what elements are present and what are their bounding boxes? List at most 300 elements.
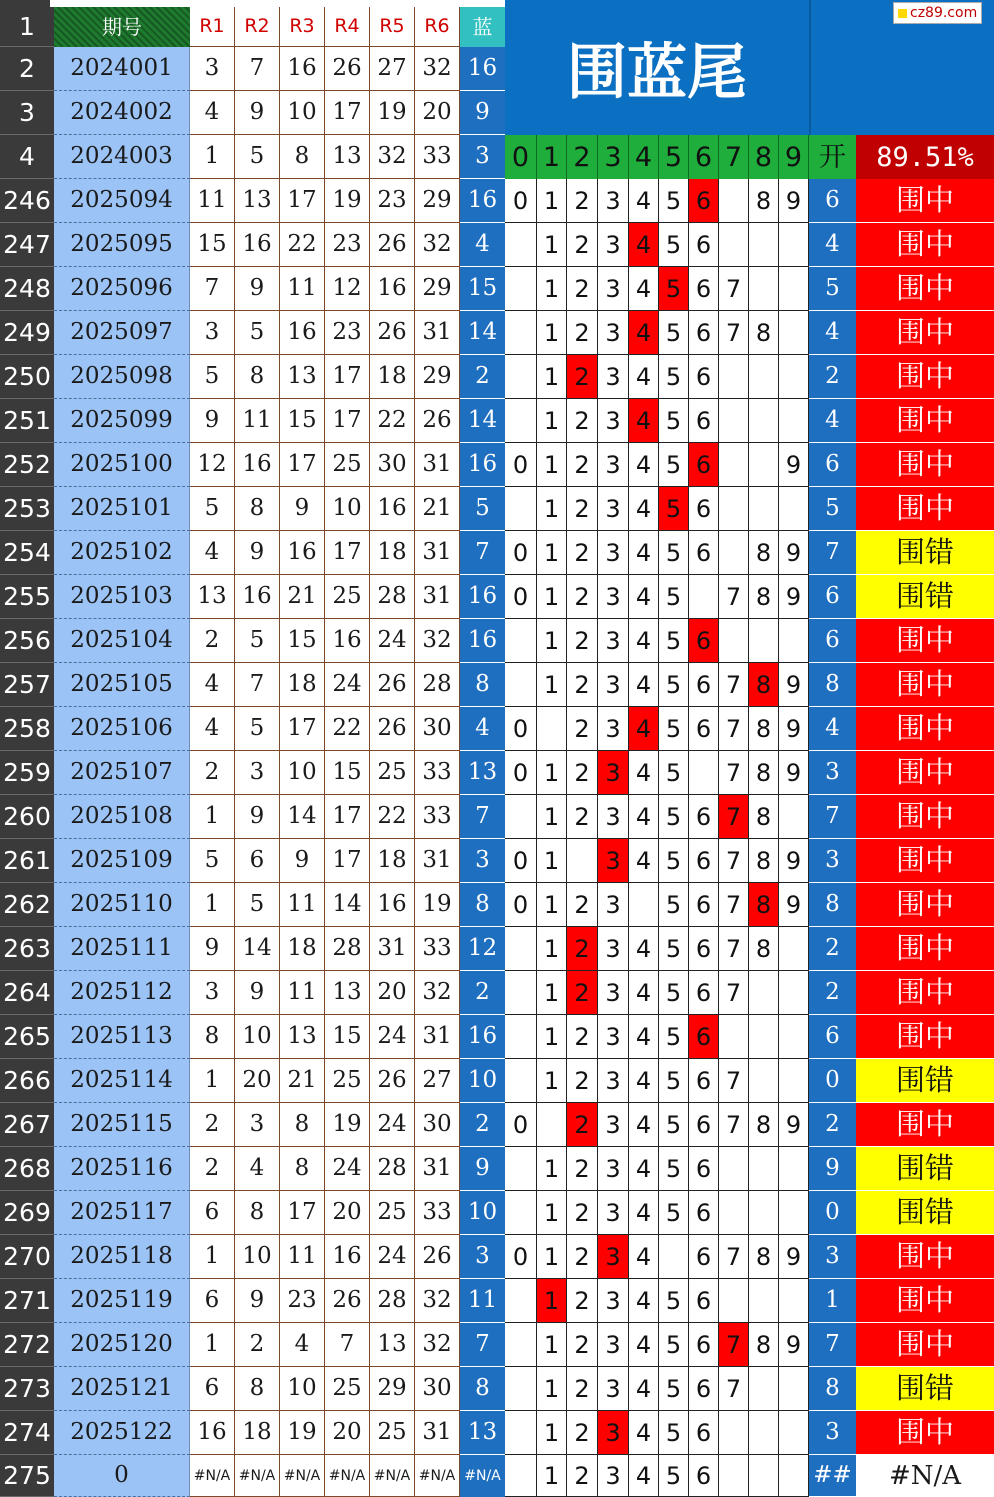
- row-header[interactable]: 246: [0, 179, 54, 223]
- result-cell[interactable]: 围错: [856, 575, 994, 619]
- issue-cell[interactable]: 2025121: [54, 1367, 190, 1411]
- row-header[interactable]: 253: [0, 487, 54, 531]
- digit-cell[interactable]: 2: [567, 619, 598, 663]
- red-ball-cell[interactable]: 6: [235, 839, 280, 883]
- digit-cell[interactable]: 2: [567, 1103, 598, 1147]
- result-cell[interactable]: 围中: [856, 971, 994, 1015]
- digit-cell[interactable]: 1: [537, 1235, 567, 1279]
- digit-cell[interactable]: 4: [629, 531, 659, 575]
- digit-cell[interactable]: 4: [629, 267, 659, 311]
- red-ball-cell[interactable]: 9: [235, 267, 280, 311]
- open-digit-cell[interactable]: 4: [809, 707, 856, 751]
- digit-cell[interactable]: 3: [598, 1323, 629, 1367]
- red-ball-cell[interactable]: 2: [235, 1323, 280, 1367]
- red-ball-cell[interactable]: 8: [235, 487, 280, 531]
- red-ball-cell[interactable]: 25: [325, 1367, 370, 1411]
- digit-cell[interactable]: 1: [537, 1015, 567, 1059]
- digit-cell[interactable]: 5: [659, 619, 689, 663]
- open-digit-cell[interactable]: 8: [809, 883, 856, 927]
- issue-cell[interactable]: 2025110: [54, 883, 190, 927]
- digit-cell[interactable]: 3: [598, 1103, 629, 1147]
- digit-header-7[interactable]: 7: [719, 135, 749, 179]
- digit-cell[interactable]: 7: [719, 1059, 749, 1103]
- digit-cell[interactable]: 3: [598, 311, 629, 355]
- digit-cell[interactable]: 0: [505, 839, 537, 883]
- digit-cell[interactable]: [719, 1411, 749, 1455]
- digit-cell[interactable]: 1: [537, 971, 567, 1015]
- open-digit-cell[interactable]: 6: [809, 179, 856, 223]
- red-ball-cell[interactable]: 13: [370, 1323, 415, 1367]
- issue-cell[interactable]: 2025100: [54, 443, 190, 487]
- digit-cell[interactable]: 1: [537, 1279, 567, 1323]
- digit-cell[interactable]: 3: [598, 531, 629, 575]
- digit-cell[interactable]: 7: [719, 927, 749, 971]
- digit-cell[interactable]: 5: [659, 355, 689, 399]
- row-header[interactable]: 270: [0, 1235, 54, 1279]
- issue-cell[interactable]: 2025103: [54, 575, 190, 619]
- red-ball-cell[interactable]: 16: [280, 311, 325, 355]
- digit-cell[interactable]: 5: [659, 267, 689, 311]
- digit-cell[interactable]: [749, 267, 779, 311]
- blue-ball-cell[interactable]: 9: [460, 91, 505, 135]
- red-ball-cell[interactable]: 20: [325, 1411, 370, 1455]
- result-cell[interactable]: 围错: [856, 1191, 994, 1235]
- digit-cell[interactable]: [749, 1191, 779, 1235]
- digit-cell[interactable]: 7: [719, 751, 749, 795]
- blue-ball-cell[interactable]: 3: [460, 839, 505, 883]
- digit-cell[interactable]: 4: [629, 1455, 659, 1497]
- red-ball-cell[interactable]: 6: [190, 1367, 235, 1411]
- digit-cell[interactable]: 3: [598, 839, 629, 883]
- digit-cell[interactable]: 2: [567, 223, 598, 267]
- digit-cell[interactable]: [505, 1367, 537, 1411]
- open-digit-cell[interactable]: 2: [809, 927, 856, 971]
- digit-cell[interactable]: 3: [598, 1411, 629, 1455]
- digit-cell[interactable]: 3: [598, 1455, 629, 1497]
- digit-cell[interactable]: 0: [505, 1103, 537, 1147]
- digit-cell[interactable]: 6: [689, 311, 719, 355]
- result-cell[interactable]: 围中: [856, 399, 994, 443]
- red-ball-cell[interactable]: 10: [280, 91, 325, 135]
- red-ball-cell[interactable]: 31: [415, 531, 460, 575]
- digit-cell[interactable]: [505, 487, 537, 531]
- digit-cell[interactable]: 5: [659, 1455, 689, 1497]
- issue-cell[interactable]: 2025107: [54, 751, 190, 795]
- blue-ball-cell[interactable]: 2: [460, 971, 505, 1015]
- red-ball-cell[interactable]: 31: [415, 839, 460, 883]
- red-ball-cell[interactable]: 25: [325, 443, 370, 487]
- red-ball-cell[interactable]: 28: [325, 927, 370, 971]
- digit-cell[interactable]: 1: [537, 311, 567, 355]
- digit-header-3[interactable]: 3: [598, 135, 629, 179]
- digit-cell[interactable]: 4: [629, 795, 659, 839]
- red-ball-cell[interactable]: 10: [235, 1235, 280, 1279]
- digit-cell[interactable]: [505, 311, 537, 355]
- digit-cell[interactable]: [779, 619, 809, 663]
- red-ball-cell[interactable]: 28: [415, 663, 460, 707]
- digit-cell[interactable]: 5: [659, 1411, 689, 1455]
- red-ball-cell[interactable]: #N/A: [370, 1455, 415, 1497]
- digit-cell[interactable]: 2: [567, 1279, 598, 1323]
- open-digit-cell[interactable]: 8: [809, 1367, 856, 1411]
- digit-cell[interactable]: 6: [689, 487, 719, 531]
- digit-cell[interactable]: 5: [659, 399, 689, 443]
- digit-cell[interactable]: 4: [629, 839, 659, 883]
- digit-cell[interactable]: 2: [567, 1455, 598, 1497]
- row-header[interactable]: 254: [0, 531, 54, 575]
- issue-cell[interactable]: 2025094: [54, 179, 190, 223]
- red-ball-cell[interactable]: 22: [370, 795, 415, 839]
- red-ball-cell[interactable]: 19: [280, 1411, 325, 1455]
- red-ball-cell[interactable]: 4: [190, 531, 235, 575]
- blue-ball-cell[interactable]: 7: [460, 795, 505, 839]
- red-ball-cell[interactable]: 19: [370, 91, 415, 135]
- row-header[interactable]: 257: [0, 663, 54, 707]
- column-header-issue[interactable]: 期号: [54, 7, 190, 47]
- red-ball-cell[interactable]: 29: [415, 355, 460, 399]
- red-ball-cell[interactable]: 8: [190, 1015, 235, 1059]
- red-ball-cell[interactable]: 8: [235, 355, 280, 399]
- open-header[interactable]: 开: [809, 135, 856, 179]
- result-cell[interactable]: 围中: [856, 179, 994, 223]
- red-ball-cell[interactable]: 12: [325, 267, 370, 311]
- column-header-r1[interactable]: R1: [190, 7, 235, 47]
- digit-cell[interactable]: [505, 223, 537, 267]
- digit-cell[interactable]: [749, 399, 779, 443]
- red-ball-cell[interactable]: 16: [370, 883, 415, 927]
- digit-cell[interactable]: 5: [659, 707, 689, 751]
- digit-cell[interactable]: 1: [537, 1367, 567, 1411]
- blue-ball-cell[interactable]: 16: [460, 47, 505, 91]
- digit-cell[interactable]: [505, 355, 537, 399]
- red-ball-cell[interactable]: 20: [370, 971, 415, 1015]
- red-ball-cell[interactable]: 28: [370, 1279, 415, 1323]
- row-header[interactable]: 271: [0, 1279, 54, 1323]
- digit-cell[interactable]: 2: [567, 1323, 598, 1367]
- digit-cell[interactable]: [719, 1455, 749, 1497]
- digit-cell[interactable]: 8: [749, 839, 779, 883]
- result-cell[interactable]: 围中: [856, 1103, 994, 1147]
- red-ball-cell[interactable]: 31: [415, 575, 460, 619]
- issue-cell[interactable]: 2025098: [54, 355, 190, 399]
- red-ball-cell[interactable]: 25: [370, 751, 415, 795]
- open-digit-cell[interactable]: 3: [809, 839, 856, 883]
- row-header[interactable]: 3: [0, 91, 54, 135]
- red-ball-cell[interactable]: 9: [235, 971, 280, 1015]
- digit-cell[interactable]: [779, 267, 809, 311]
- digit-cell[interactable]: [537, 707, 567, 751]
- digit-cell[interactable]: 7: [719, 663, 749, 707]
- red-ball-cell[interactable]: 26: [370, 1059, 415, 1103]
- blue-ball-cell[interactable]: 7: [460, 531, 505, 575]
- column-header-r5[interactable]: R5: [370, 7, 415, 47]
- digit-cell[interactable]: 6: [689, 1015, 719, 1059]
- red-ball-cell[interactable]: 28: [370, 575, 415, 619]
- digit-cell[interactable]: 2: [567, 1367, 598, 1411]
- open-digit-cell[interactable]: 3: [809, 1411, 856, 1455]
- digit-cell[interactable]: 6: [689, 1235, 719, 1279]
- digit-cell[interactable]: [779, 927, 809, 971]
- red-ball-cell[interactable]: 30: [415, 707, 460, 751]
- digit-cell[interactable]: [749, 1279, 779, 1323]
- digit-cell[interactable]: [779, 1191, 809, 1235]
- blue-ball-cell[interactable]: 15: [460, 267, 505, 311]
- red-ball-cell[interactable]: 10: [280, 751, 325, 795]
- row-header[interactable]: 273: [0, 1367, 54, 1411]
- digit-cell[interactable]: [719, 399, 749, 443]
- digit-cell[interactable]: 8: [749, 707, 779, 751]
- red-ball-cell[interactable]: 27: [415, 1059, 460, 1103]
- digit-cell[interactable]: [719, 487, 749, 531]
- digit-cell[interactable]: 3: [598, 663, 629, 707]
- digit-cell[interactable]: [505, 1455, 537, 1497]
- blue-ball-cell[interactable]: 12: [460, 927, 505, 971]
- red-ball-cell[interactable]: 21: [280, 1059, 325, 1103]
- digit-cell[interactable]: 2: [567, 795, 598, 839]
- digit-cell[interactable]: 5: [659, 1279, 689, 1323]
- red-ball-cell[interactable]: 5: [190, 839, 235, 883]
- digit-cell[interactable]: [505, 619, 537, 663]
- digit-cell[interactable]: 4: [629, 1147, 659, 1191]
- digit-cell[interactable]: 6: [689, 1455, 719, 1497]
- digit-cell[interactable]: 3: [598, 1147, 629, 1191]
- red-ball-cell[interactable]: 9: [235, 795, 280, 839]
- red-ball-cell[interactable]: 27: [370, 47, 415, 91]
- digit-cell[interactable]: 3: [598, 399, 629, 443]
- digit-cell[interactable]: 0: [505, 751, 537, 795]
- digit-cell[interactable]: 1: [537, 223, 567, 267]
- issue-cell[interactable]: 2025105: [54, 663, 190, 707]
- red-ball-cell[interactable]: 4: [190, 91, 235, 135]
- red-ball-cell[interactable]: 11: [280, 1235, 325, 1279]
- digit-cell[interactable]: [779, 223, 809, 267]
- open-digit-cell[interactable]: 5: [809, 487, 856, 531]
- red-ball-cell[interactable]: 16: [280, 531, 325, 575]
- digit-cell[interactable]: 9: [779, 531, 809, 575]
- red-ball-cell[interactable]: 33: [415, 135, 460, 179]
- digit-cell[interactable]: 0: [505, 179, 537, 223]
- digit-cell[interactable]: [719, 179, 749, 223]
- digit-cell[interactable]: 8: [749, 751, 779, 795]
- row-header[interactable]: 272: [0, 1323, 54, 1367]
- red-ball-cell[interactable]: 26: [415, 399, 460, 443]
- red-ball-cell[interactable]: 26: [325, 1279, 370, 1323]
- digit-cell[interactable]: 2: [567, 399, 598, 443]
- open-digit-cell[interactable]: 2: [809, 1103, 856, 1147]
- issue-cell[interactable]: 2025111: [54, 927, 190, 971]
- red-ball-cell[interactable]: 22: [325, 707, 370, 751]
- red-ball-cell[interactable]: 29: [415, 179, 460, 223]
- digit-cell[interactable]: 7: [719, 267, 749, 311]
- digit-cell[interactable]: 0: [505, 883, 537, 927]
- column-header-r4[interactable]: R4: [325, 7, 370, 47]
- open-digit-cell[interactable]: 7: [809, 795, 856, 839]
- digit-cell[interactable]: 7: [719, 1235, 749, 1279]
- digit-cell[interactable]: [779, 971, 809, 1015]
- digit-cell[interactable]: 5: [659, 839, 689, 883]
- red-ball-cell[interactable]: 29: [370, 1367, 415, 1411]
- digit-cell[interactable]: 5: [659, 1191, 689, 1235]
- red-ball-cell[interactable]: 30: [415, 1367, 460, 1411]
- digit-header-2[interactable]: 2: [567, 135, 598, 179]
- result-cell[interactable]: 围中: [856, 443, 994, 487]
- row-header[interactable]: 274: [0, 1411, 54, 1455]
- digit-cell[interactable]: 5: [659, 883, 689, 927]
- blue-ball-cell[interactable]: 14: [460, 399, 505, 443]
- result-cell[interactable]: 围中: [856, 1235, 994, 1279]
- digit-cell[interactable]: 1: [537, 927, 567, 971]
- red-ball-cell[interactable]: 23: [280, 1279, 325, 1323]
- digit-cell[interactable]: [779, 795, 809, 839]
- red-ball-cell[interactable]: 28: [370, 1147, 415, 1191]
- red-ball-cell[interactable]: 11: [280, 883, 325, 927]
- digit-cell[interactable]: 4: [629, 619, 659, 663]
- result-cell[interactable]: 围中: [856, 355, 994, 399]
- digit-cell[interactable]: 8: [749, 883, 779, 927]
- digit-cell[interactable]: [719, 223, 749, 267]
- digit-cell[interactable]: 8: [749, 575, 779, 619]
- digit-cell[interactable]: 0: [505, 1235, 537, 1279]
- red-ball-cell[interactable]: 18: [235, 1411, 280, 1455]
- digit-cell[interactable]: 6: [689, 179, 719, 223]
- red-ball-cell[interactable]: 33: [415, 927, 460, 971]
- digit-cell[interactable]: 8: [749, 1103, 779, 1147]
- digit-cell[interactable]: 5: [659, 1103, 689, 1147]
- result-cell[interactable]: 围中: [856, 927, 994, 971]
- red-ball-cell[interactable]: 31: [370, 927, 415, 971]
- blue-ball-cell[interactable]: #N/A: [460, 1455, 505, 1497]
- blue-ball-cell[interactable]: 7: [460, 1323, 505, 1367]
- red-ball-cell[interactable]: 31: [415, 311, 460, 355]
- column-header-blue[interactable]: 蓝: [460, 7, 505, 47]
- digit-cell[interactable]: [779, 355, 809, 399]
- digit-cell[interactable]: [505, 1323, 537, 1367]
- red-ball-cell[interactable]: 2: [190, 1103, 235, 1147]
- result-cell[interactable]: 围中: [856, 1411, 994, 1455]
- red-ball-cell[interactable]: 14: [280, 795, 325, 839]
- blue-ball-cell[interactable]: 13: [460, 1411, 505, 1455]
- digit-cell[interactable]: 3: [598, 1059, 629, 1103]
- blue-ball-cell[interactable]: 8: [460, 1367, 505, 1411]
- red-ball-cell[interactable]: 3: [190, 311, 235, 355]
- digit-cell[interactable]: 3: [598, 707, 629, 751]
- digit-cell[interactable]: [505, 663, 537, 707]
- digit-cell[interactable]: [749, 487, 779, 531]
- red-ball-cell[interactable]: 30: [370, 443, 415, 487]
- digit-header-1[interactable]: 1: [537, 135, 567, 179]
- digit-cell[interactable]: [749, 443, 779, 487]
- red-ball-cell[interactable]: 9: [190, 927, 235, 971]
- digit-cell[interactable]: 5: [659, 1323, 689, 1367]
- digit-cell[interactable]: 2: [567, 927, 598, 971]
- row-header[interactable]: 250: [0, 355, 54, 399]
- digit-cell[interactable]: 3: [598, 179, 629, 223]
- red-ball-cell[interactable]: 5: [235, 135, 280, 179]
- digit-cell[interactable]: 0: [505, 707, 537, 751]
- red-ball-cell[interactable]: 15: [325, 1015, 370, 1059]
- open-digit-cell[interactable]: 2: [809, 971, 856, 1015]
- red-ball-cell[interactable]: 4: [190, 707, 235, 751]
- digit-cell[interactable]: 6: [689, 1191, 719, 1235]
- red-ball-cell[interactable]: 3: [235, 1103, 280, 1147]
- open-digit-cell[interactable]: 4: [809, 399, 856, 443]
- digit-cell[interactable]: [749, 619, 779, 663]
- red-ball-cell[interactable]: 5: [190, 355, 235, 399]
- digit-cell[interactable]: 4: [629, 1279, 659, 1323]
- digit-cell[interactable]: [749, 1367, 779, 1411]
- digit-cell[interactable]: [779, 1015, 809, 1059]
- issue-cell[interactable]: 2025114: [54, 1059, 190, 1103]
- digit-cell[interactable]: 2: [567, 663, 598, 707]
- digit-cell[interactable]: 6: [689, 267, 719, 311]
- digit-cell[interactable]: [659, 1235, 689, 1279]
- digit-cell[interactable]: [779, 1279, 809, 1323]
- red-ball-cell[interactable]: 9: [235, 91, 280, 135]
- digit-cell[interactable]: [719, 1147, 749, 1191]
- red-ball-cell[interactable]: 33: [415, 1191, 460, 1235]
- issue-cell[interactable]: 2025115: [54, 1103, 190, 1147]
- red-ball-cell[interactable]: 8: [280, 1147, 325, 1191]
- red-ball-cell[interactable]: 19: [325, 1103, 370, 1147]
- row-header[interactable]: 260: [0, 795, 54, 839]
- red-ball-cell[interactable]: 29: [415, 267, 460, 311]
- digit-cell[interactable]: 4: [629, 1015, 659, 1059]
- red-ball-cell[interactable]: 13: [235, 179, 280, 223]
- red-ball-cell[interactable]: 16: [370, 267, 415, 311]
- digit-cell[interactable]: [749, 1147, 779, 1191]
- digit-cell[interactable]: 2: [567, 575, 598, 619]
- red-ball-cell[interactable]: 20: [235, 1059, 280, 1103]
- digit-cell[interactable]: 8: [749, 927, 779, 971]
- red-ball-cell[interactable]: 31: [415, 1411, 460, 1455]
- digit-cell[interactable]: [505, 1147, 537, 1191]
- red-ball-cell[interactable]: 33: [415, 751, 460, 795]
- open-digit-cell[interactable]: 6: [809, 1015, 856, 1059]
- digit-cell[interactable]: 4: [629, 707, 659, 751]
- digit-cell[interactable]: [719, 1279, 749, 1323]
- open-digit-cell[interactable]: 9: [809, 1147, 856, 1191]
- issue-cell[interactable]: 2024001: [54, 47, 190, 91]
- red-ball-cell[interactable]: 16: [235, 223, 280, 267]
- digit-cell[interactable]: [779, 311, 809, 355]
- issue-cell[interactable]: 2025113: [54, 1015, 190, 1059]
- digit-cell[interactable]: 6: [689, 531, 719, 575]
- digit-cell[interactable]: [505, 1059, 537, 1103]
- column-header-r2[interactable]: R2: [235, 7, 280, 47]
- digit-cell[interactable]: 7: [719, 971, 749, 1015]
- red-ball-cell[interactable]: 16: [325, 619, 370, 663]
- red-ball-cell[interactable]: 15: [190, 223, 235, 267]
- digit-cell[interactable]: 1: [537, 355, 567, 399]
- red-ball-cell[interactable]: 25: [325, 575, 370, 619]
- red-ball-cell[interactable]: 5: [235, 619, 280, 663]
- red-ball-cell[interactable]: 16: [190, 1411, 235, 1455]
- digit-cell[interactable]: 5: [659, 1367, 689, 1411]
- digit-cell[interactable]: [749, 1411, 779, 1455]
- digit-cell[interactable]: 1: [537, 619, 567, 663]
- red-ball-cell[interactable]: 17: [280, 179, 325, 223]
- digit-cell[interactable]: 4: [629, 1059, 659, 1103]
- red-ball-cell[interactable]: 14: [325, 883, 370, 927]
- red-ball-cell[interactable]: 32: [370, 135, 415, 179]
- digit-cell[interactable]: 7: [719, 311, 749, 355]
- issue-cell[interactable]: 2025120: [54, 1323, 190, 1367]
- digit-cell[interactable]: 6: [689, 619, 719, 663]
- digit-cell[interactable]: 2: [567, 707, 598, 751]
- row-header[interactable]: 251: [0, 399, 54, 443]
- red-ball-cell[interactable]: 26: [370, 223, 415, 267]
- row-header[interactable]: 2: [0, 47, 54, 91]
